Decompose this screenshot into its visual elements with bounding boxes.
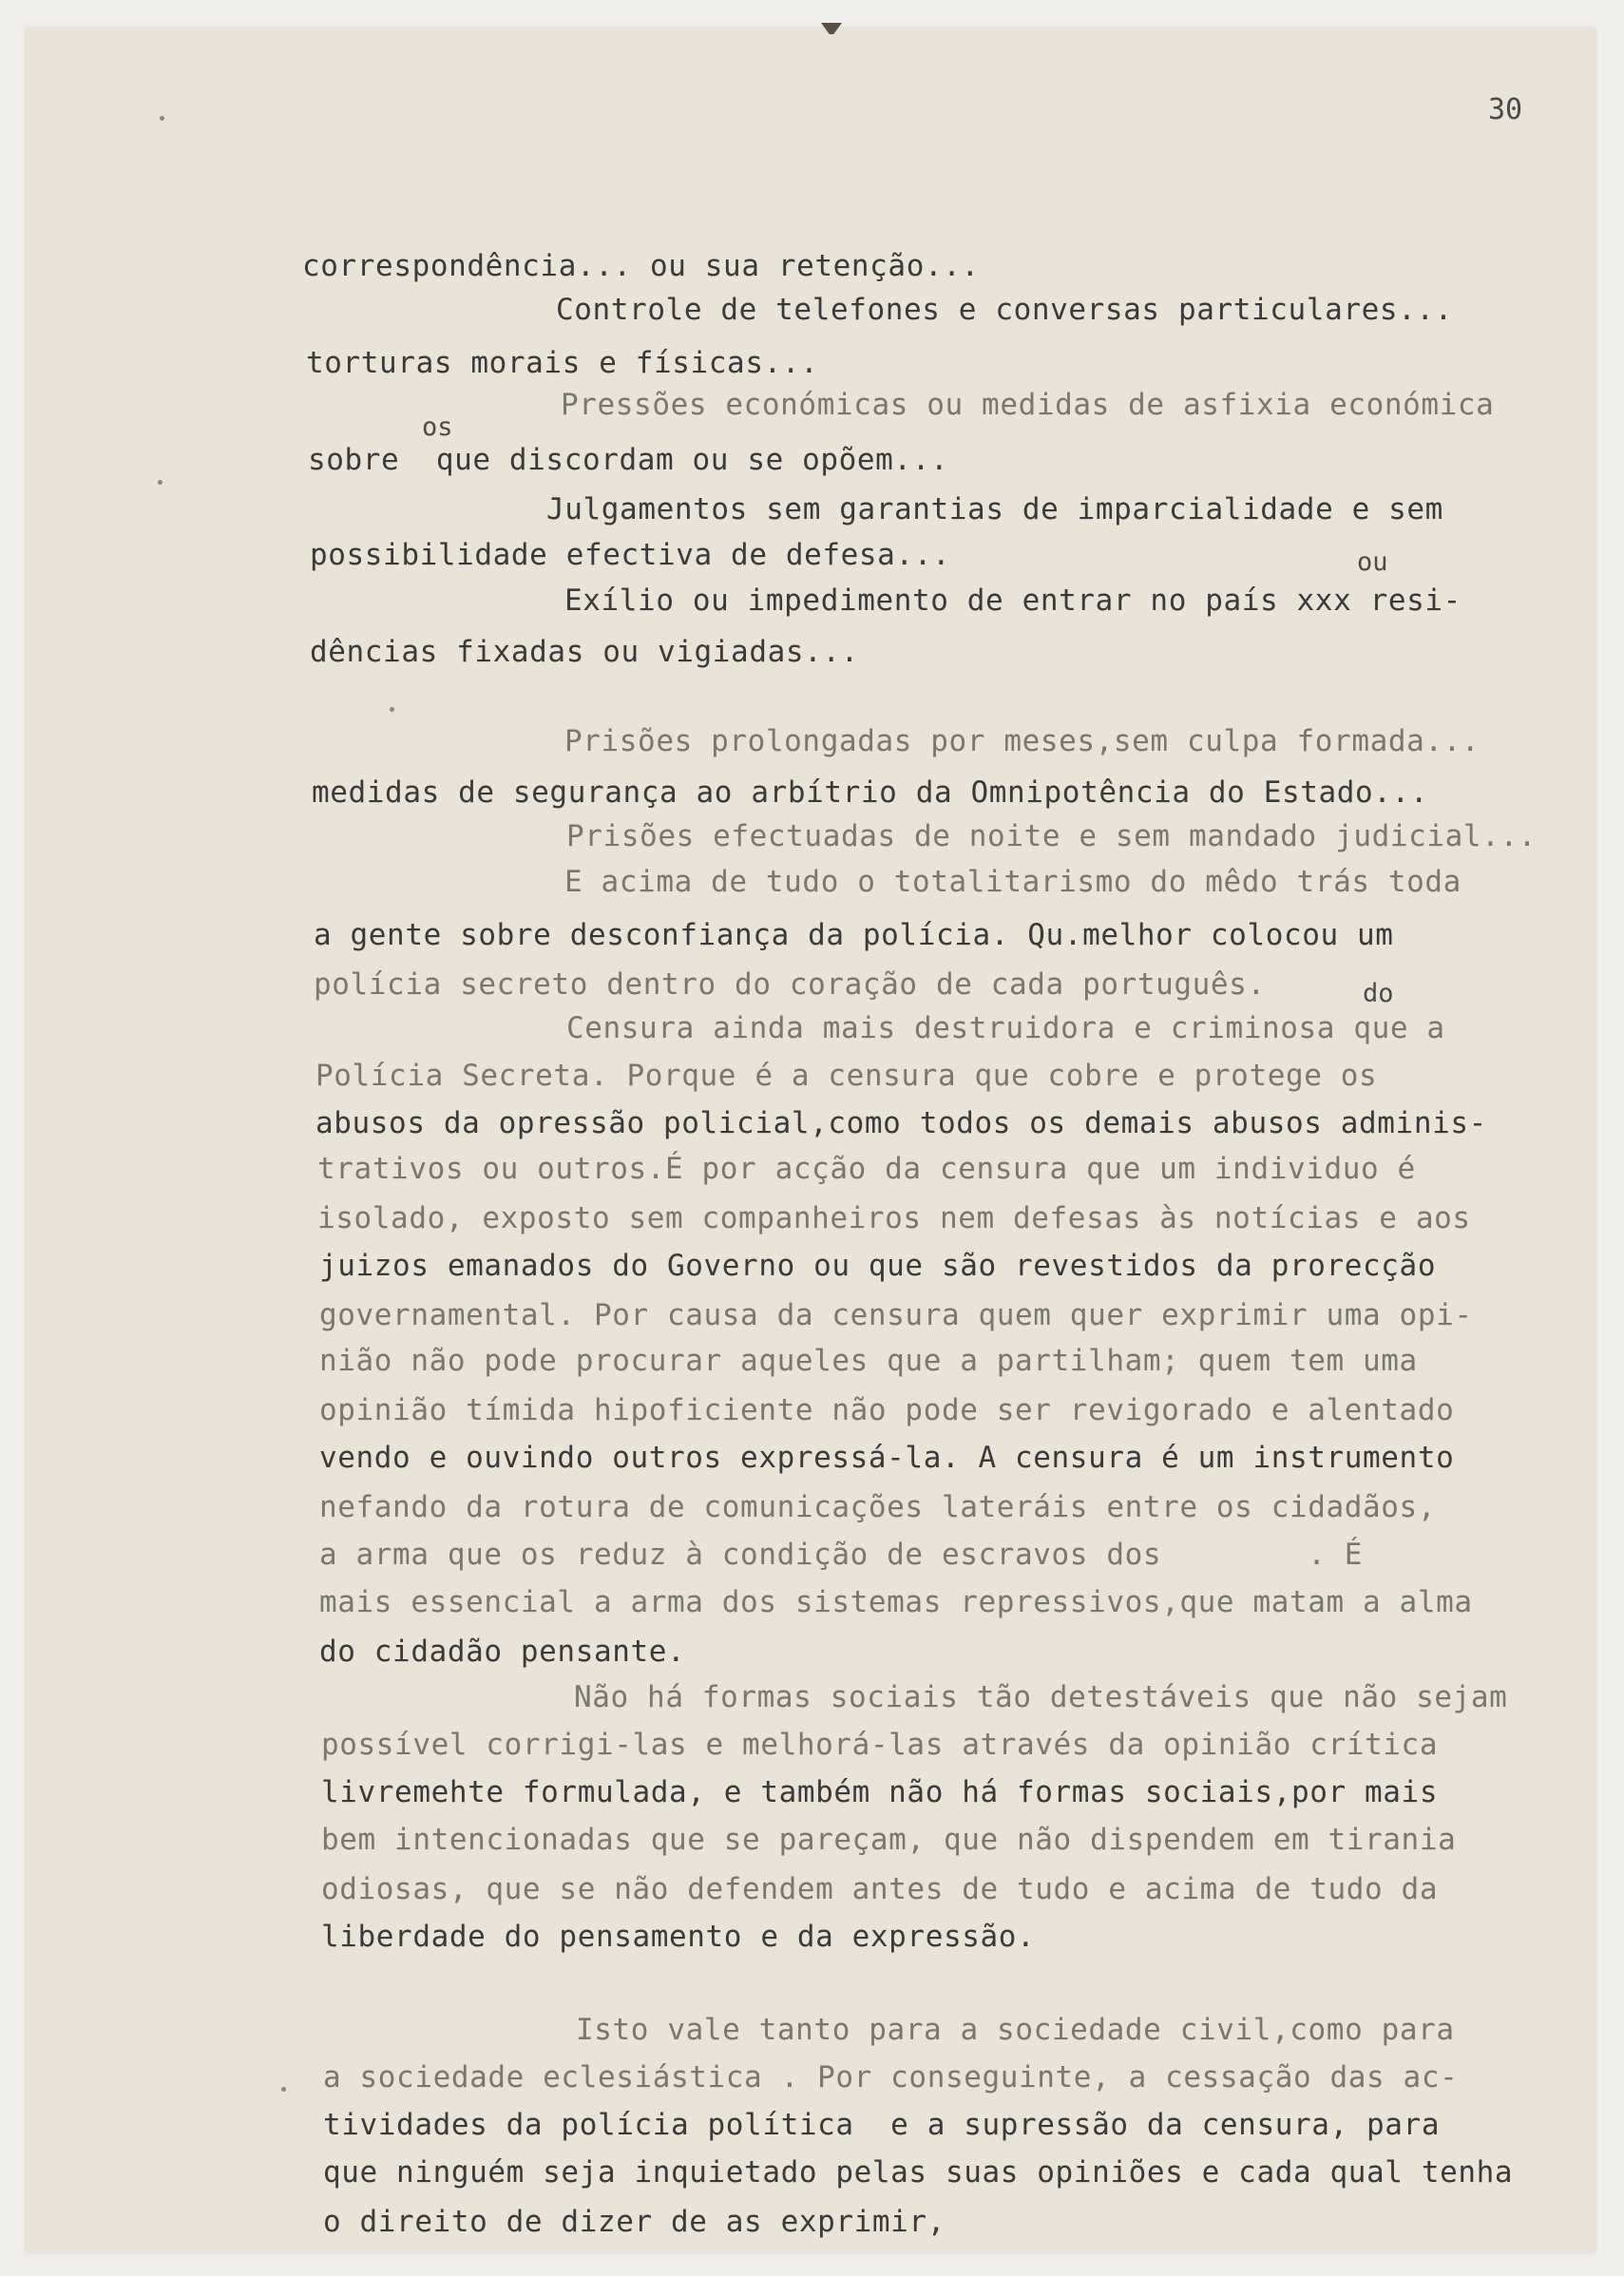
text-line: medidas de segurança ao arbítrio da Omnipotência do Estado... xyxy=(312,775,1429,810)
text-line: Polícia Secreta. Porque é a censura que cobre e protege os xyxy=(315,1059,1378,1093)
text-line: E acima de tudo o totalitarismo do mêdo trás toda xyxy=(564,865,1462,899)
text-line: Pressões económicas ou medidas de asfixia económica xyxy=(561,388,1495,422)
text-line: vendo e ouvindo outros expressá-la. A censura é um instrumento xyxy=(319,1441,1455,1475)
text-line: nefando da rotura de comunicações lateráis entre os cidadãos, xyxy=(319,1490,1437,1524)
text-line: Exílio ou impedimento de entrar no país xxx resi- xyxy=(564,583,1462,618)
text-line: Prisões efectuadas de noite e sem mandado judicial... xyxy=(566,819,1537,853)
interlinear-insertion: ou xyxy=(1357,547,1388,577)
text-line: possibilidade efectiva de defesa... xyxy=(310,538,951,572)
paper-speck xyxy=(160,116,164,121)
paper-mark xyxy=(821,23,842,34)
text-line: liberdade do pensamento e da expressão. xyxy=(321,1920,1036,1954)
paper-speck xyxy=(158,480,162,485)
text-line: isolado, exposto sem companheiros nem defesas às notícias e aos xyxy=(317,1201,1471,1235)
text-line: correspondência... ou sua retenção... xyxy=(302,249,980,283)
interlinear-insertion: do xyxy=(1363,979,1394,1008)
text-line: nião não pode procurar aqueles que a partilham; quem tem uma xyxy=(319,1344,1418,1378)
text-line: livremehte formulada, e também não há formas sociais,por mais xyxy=(321,1775,1439,1809)
text-line: torturas morais e físicas... xyxy=(306,346,819,380)
text-line: juizos emanados do Governo ou que são revestidos da prorecção xyxy=(319,1249,1437,1283)
text-line: polícia secreto dentro do coração de cada português. xyxy=(314,967,1266,1002)
paper-speck xyxy=(281,2087,286,2092)
text-line: abusos da opressão policial,como todos os demais abusos adminis- xyxy=(315,1106,1487,1140)
text-line: que ninguém seja inquietado pelas suas opiniões e cada qual tenha xyxy=(323,2155,1514,2190)
text-line: dências fixadas ou vigiadas... xyxy=(310,635,859,669)
text-line: a gente sobre desconfiança da polícia. Qu.melhor colocou um xyxy=(314,918,1394,952)
interlinear-insertion: os xyxy=(422,412,453,442)
paper-speck xyxy=(390,707,394,712)
text-line: tividades da polícia política e a supressão da censura, para xyxy=(323,2108,1441,2142)
text-line: a sociedade eclesiástica . Por conseguinte, a cessação das ac- xyxy=(323,2060,1459,2094)
text-line: sobre que discordam ou se opõem... xyxy=(308,443,949,477)
text-line: do cidadão pensante. xyxy=(319,1635,686,1669)
text-line: bem intencionadas que se pareçam, que não dispendem em tirania xyxy=(321,1823,1457,1857)
text-line: Isto vale tanto para a sociedade civil,como para xyxy=(576,2013,1455,2047)
text-line: odiosas, que se não defendem antes de tudo e acima de tudo da xyxy=(321,1872,1439,1906)
text-line: opinião tímida hipoficiente não pode ser revigorado e alentado xyxy=(319,1393,1455,1427)
text-line: Prisões prolongadas por meses,sem culpa formada... xyxy=(564,724,1481,758)
page-number: 30 xyxy=(1488,93,1523,126)
text-line: governamental. Por causa da censura quem quer exprimir uma opi- xyxy=(319,1298,1473,1332)
text-line: mais essencial a arma dos sistemas repressivos,que matam a alma xyxy=(319,1585,1473,1619)
text-line: Censura ainda mais destruidora e criminosa que a xyxy=(566,1011,1445,1045)
text-line: possível corrigi-las e melhorá-las através da opinião crítica xyxy=(321,1728,1439,1762)
text-line: Não há formas sociais tão detestáveis que não sejam xyxy=(574,1680,1508,1714)
text-line: a arma que os reduz à condição de escravos dos . É xyxy=(319,1538,1364,1572)
text-line: Julgamentos sem garantias de imparcialidade e sem xyxy=(546,492,1443,526)
text-line: trativos ou outros.É por acção da censura que um individuo é xyxy=(317,1152,1416,1186)
text-line: Controle de telefones e conversas particulares... xyxy=(556,293,1453,327)
text-line: o direito de dizer de as exprimir, xyxy=(323,2205,946,2239)
